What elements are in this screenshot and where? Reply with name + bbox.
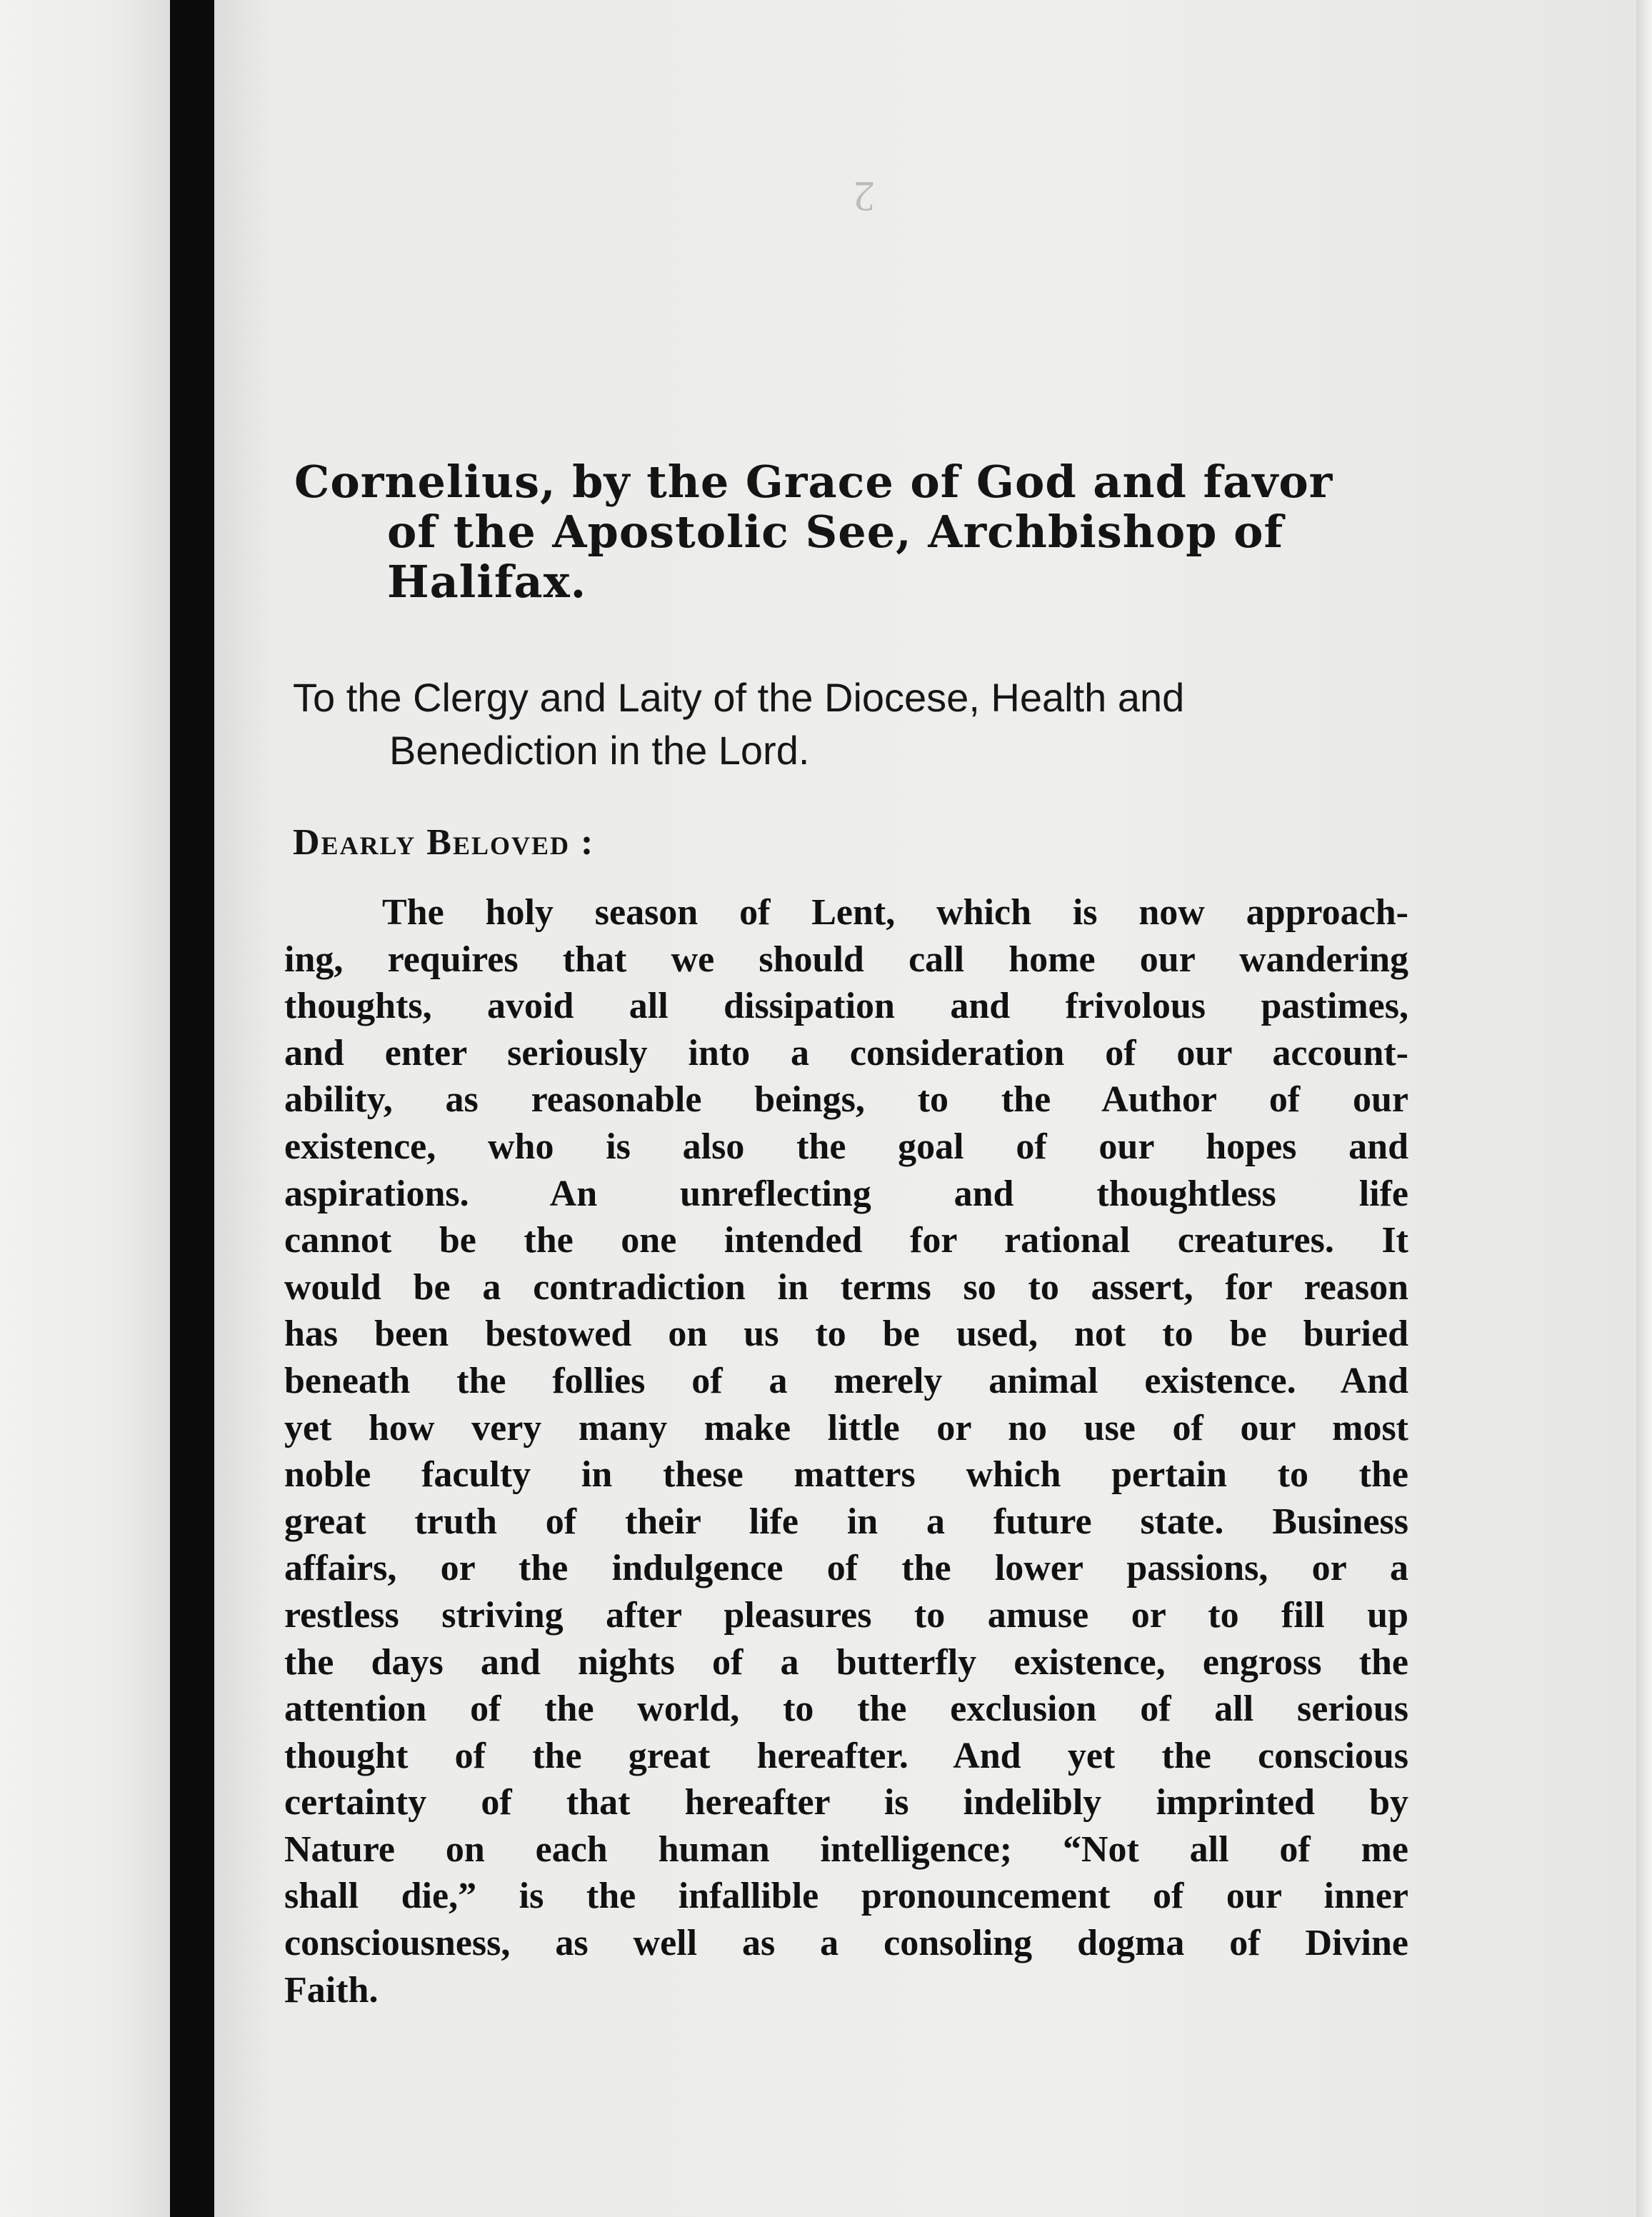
text-line: Nature on each human intelligence; “Not all of me: [284, 1828, 1408, 1870]
page-edge: [1636, 0, 1652, 2217]
text-line: and enter seriously into a consideration of our account-: [284, 1032, 1408, 1074]
text-line: certainty of that hereafter is indelibly imprinted by: [284, 1782, 1408, 1823]
text-line: shall die,” is the infallible pronouncement of our inner: [284, 1876, 1408, 1917]
body-paragraph: [284, 889, 1408, 2013]
text-line: yet how very many make little or no use of our most: [284, 1407, 1408, 1448]
page-title: [294, 457, 1437, 607]
text-line: noble faculty in these matters which pertain to the: [284, 1454, 1408, 1496]
text-line: ability, as reasonable beings, to the Author of our: [284, 1079, 1408, 1121]
salutation-line: Benediction in the Lord.: [389, 728, 810, 773]
salutation: [293, 671, 1436, 777]
text-line: The holy season of Lent, which is now approach-: [382, 892, 1408, 933]
heading-line: of the Apostolic See, Archbishop of: [387, 506, 1284, 558]
heading-line: Halifax.: [387, 556, 587, 608]
text-line: aspirations. An unreflecting and thoughtless life: [284, 1173, 1408, 1214]
heading-line: Cornelius, by the Grace of God and favor: [294, 456, 1333, 508]
text-line: great truth of their life in a future state. Business: [284, 1501, 1408, 1542]
address-line: Dearly Beloved :: [293, 822, 595, 863]
text-line: attention of the world, to the exclusion of all serious: [284, 1688, 1408, 1730]
text-line: thoughts, avoid all dissipation and frivolous pastimes,: [284, 986, 1408, 1027]
book-spine: [170, 0, 214, 2217]
text-line: ing, requires that we should call home our wandering: [284, 939, 1408, 980]
page-number: 2: [853, 173, 875, 220]
salutation-line: To the Clergy and Laity of the Diocese, Health and: [293, 675, 1185, 720]
text-line: the days and nights of a butterfly existence, engross the: [284, 1641, 1408, 1683]
text-line: beneath the follies of a merely animal existence. And: [284, 1360, 1408, 1401]
text-line: thought of the great hereafter. And yet the conscious: [284, 1735, 1408, 1776]
text-line: existence, who is also the goal of our hopes and: [284, 1126, 1408, 1167]
text-line: cannot be the one intended for rational creatures. It: [284, 1220, 1408, 1261]
text-line: has been bestowed on us to be used, not to be buried: [284, 1313, 1408, 1355]
text-line: would be a contradiction in terms so to assert, for reason: [284, 1266, 1408, 1308]
text-line: affairs, or the indulgence of the lower passions, or a: [284, 1548, 1408, 1589]
facing-page: [0, 0, 170, 2217]
text-line: consciousness, as well as a consoling dogma of Divine: [284, 1923, 1408, 1964]
text-line: Faith.: [284, 1969, 379, 2011]
text-line: restless striving after pleasures to amuse or to fill up: [284, 1594, 1408, 1636]
